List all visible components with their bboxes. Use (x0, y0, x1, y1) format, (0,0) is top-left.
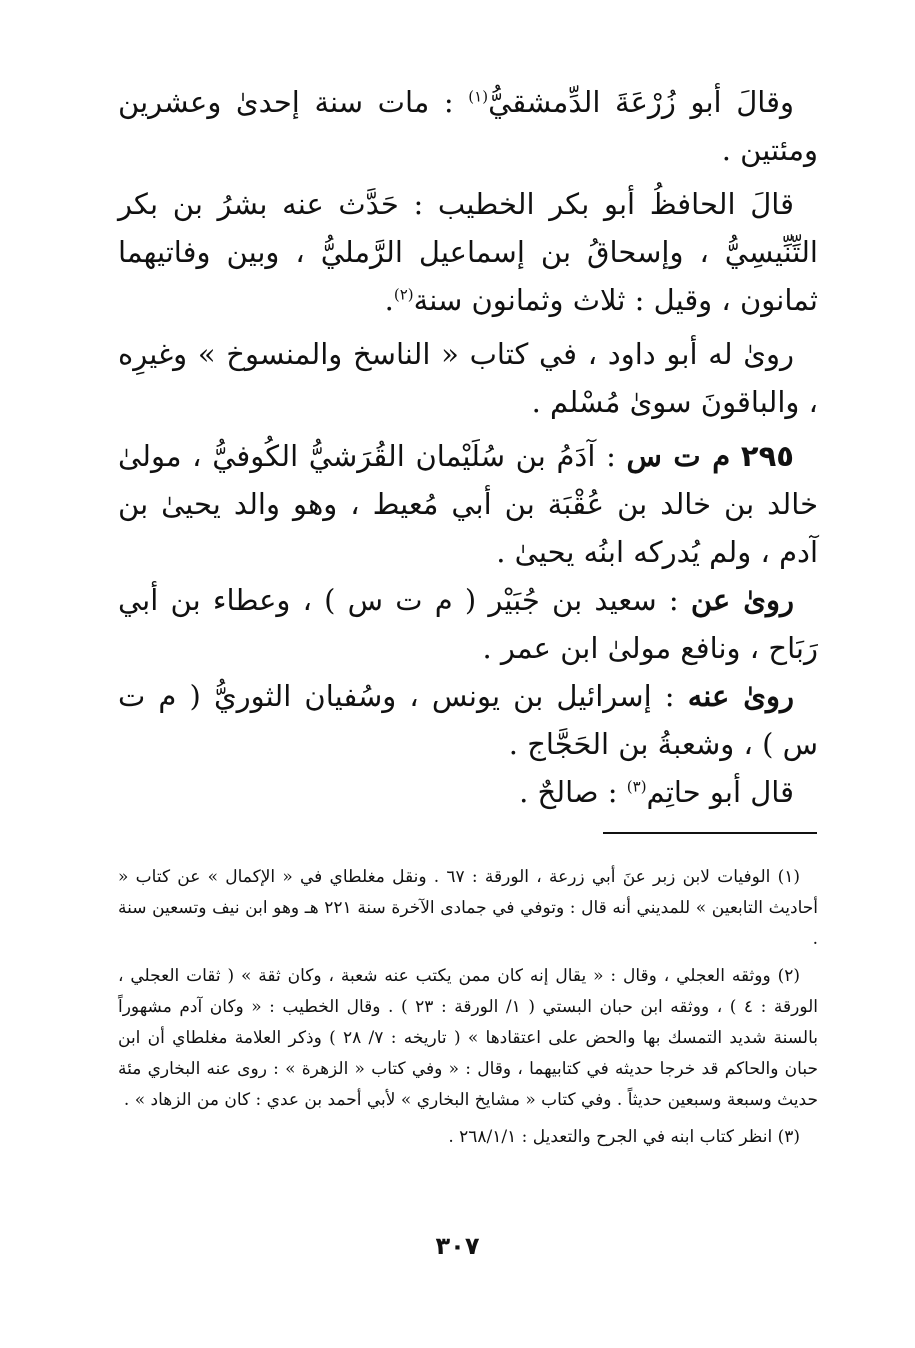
paragraph-abu-hatim (118, 768, 818, 816)
paragraph-abu-dawud (118, 330, 818, 426)
footnote-ref-2: (٢) (393, 285, 414, 304)
narrated-by-text: : إسرائيل بن يونس ، وسُفيان الثوريُّ ( م ت س ) ، وشعبةُ بن الحَجَّاج . (118, 679, 818, 761)
paragraph-tail: : صالحٌ . (519, 775, 627, 809)
narrated-by-label: رویٰ عنه (687, 679, 795, 713)
paragraph-khatib (118, 180, 818, 324)
paragraph-tail: . (384, 283, 394, 317)
paragraph-text: وقالَ أبو زُرْعَةَ الدِّمشقيُّ (488, 85, 794, 119)
paragraph-text: رویٰ له أبو داود ، في كتاب « الناسخ والمنسوخ » وغيرِه ، والباقونَ سوىٰ مُسْلم . (118, 337, 818, 419)
narrated-from (118, 576, 818, 672)
page-number: ٣٠٧ (435, 1232, 480, 1260)
footnote-ref-3: (٣) (626, 777, 647, 796)
entry-heading-295 (118, 432, 818, 576)
entry-symbols: م ت س (626, 439, 731, 473)
entry-text: : آدَمُ بن سُلَيْمان القُرَشيُّ الكُوفيُّ ، مولىٰ خالد بن خالد بن عُقْبَة بن أبي مُعيط ، وهو والد يحيىٰ بن آدم ، ولم يُدركه ابنُه يحيىٰ . (118, 439, 818, 569)
paragraph-abu-zura (118, 78, 818, 174)
footnote-1: (١) الوفيات لابن زبر عنَ أبي زرعة ، الورقة : ٦٧ . ونقل مغلطاي في « الإكمال » عن كتاب « أحاديث التابعين » للمديني أنه قال : وتوفي في جمادى الآخرة سنة ٢٢١ هـ وهو ابن نيف وتسعين سنة . (118, 867, 819, 949)
footnote-2: (٢) ووثقه العجلي ، وقال : « يقال إنه كان ممن يكتب عنه شعبة ، وكان ثقة » ( ثقات العجلي ، الورقة : ٤ ) ، ووثقه ابن حبان البستي ( ١/ الورقة : ٢٣ ) . وقال الخطيب : « وكان آدم مشهوراً بالسنة شديد التمسك بها والحض على اعتقادها » ( تاريخه : ٧/ ٢٨ ) وذكر العلامة مغلطاي أن ابن حبان والحاكم قد خرجا حديثه في كتابيهما ، وقال : « وفي كتاب « الزهرة » : روى عنه البخاري مئة حديث وسبعة وسبعين حديثاً . وفي كتاب « مشايخ البخاري » لأبي أحمد بن عدي : كان من الزهاد » . (118, 966, 819, 1110)
paragraph-text: قال أبو حاتِم (646, 775, 794, 809)
main-text (118, 78, 818, 816)
paragraph-text: قالَ الحافظُ أبو بكر الخطيب : حَدَّث عنه بشرُ بن بكر التِّنِّيسِيُّ ، وإسحاقُ بن إسماعيل الرَّمليُّ ، وبين وفاتيهما ثمانون ، وقيل : ثلاث وثمانون سنة (118, 187, 818, 317)
narrated-by (118, 672, 818, 768)
footnote-ref-1: (١) (468, 87, 489, 106)
narrated-from-text: : سعيد بن جُبَيْر ( م ت س ) ، وعطاء بن أبي رَبَاح ، ونافع مولىٰ ابن عمر . (118, 583, 818, 665)
footnotes (118, 862, 818, 1159)
footnote-separator (603, 832, 817, 834)
narrated-from-label: رویٰ عن (690, 583, 795, 617)
entry-number: ٢٩٥ (740, 439, 795, 473)
paragraph-tail: : مات سنة إحدىٰ وعشرين ومئتين . (118, 85, 818, 167)
footnote-3: (٣) انظر كتاب ابنه في الجرح والتعديل : ٢٦٨/١/١ . (448, 1127, 800, 1147)
